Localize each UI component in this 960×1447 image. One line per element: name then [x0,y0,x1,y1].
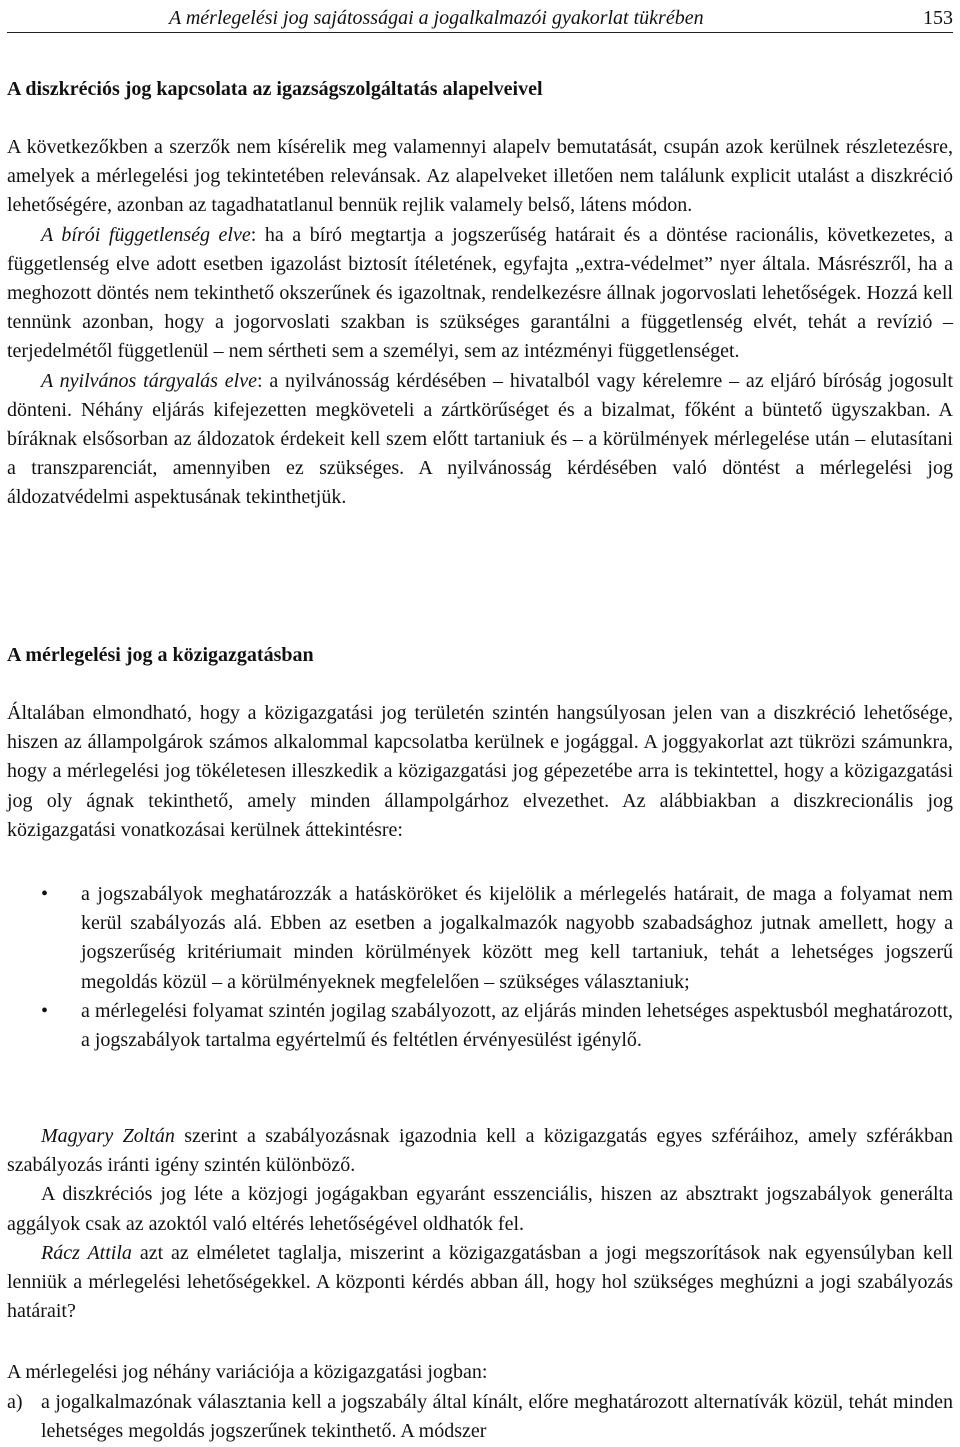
section-heading-public-administration: A mérlegelési jog a közigazgatásban [7,644,314,666]
bullet-icon: • [41,999,49,1022]
paragraph [7,221,953,367]
section1-body [7,133,953,513]
section2-body-continued [7,1122,953,1326]
section-heading-discretion: A diszkréciós jog kapcsolata az igazságszolgáltatás alapelveivel [7,78,543,100]
italic-author: Rácz Attila [41,1241,132,1264]
bullet-icon: • [41,883,49,905]
section2-body [7,699,953,845]
variations-intro [7,1358,953,1387]
paragraph [7,367,953,513]
paragraph-text: azt az elméletet taglalja, miszerint a közigazgatásban a jogi megszorítások nak egyensúlyban kell lenniük a mérlegelési lehetőségekkel. A központi kérdés abban áll, hogy hol szükséges meghúzni a jogi szabályozás határait? [7,1241,953,1323]
paragraph: Általában elmondható, hogy a közigazgatási jog területén szintén hangsúlyosan jelen van a diszkréció lehetősége, hiszen az állampolgárok számos alkalommal kapcsolatba kerülnek e jogággal. A joggyakorlat azt tükrözi számunkra, hogy a mérlegelési jog tökéletesen illeszkedik a közigazgatási jog gépezetébe arra is tekintettel, hogy a közigazgatási jog oly ágnak tekinthető, amely minden állampolgárhoz elvezethet. Az alábbiakban a diszkrecionális jog közigazgatási vonatkozásai kerülnek áttekintésre: [7,702,953,841]
running-header [7,4,953,33]
page-number: 153 [923,7,953,29]
italic-author: Magyary Zoltán [41,1125,175,1147]
list-item [7,880,953,997]
list-item-text: a mérlegelési folyamat szintén jogilag szabályozott, az eljárás minden lehetséges aspektusból meghatározott, a jogszabályok tartalma egyértelmű és feltétlen érvényesülést igénylő. [81,999,953,1052]
list-item [7,1388,953,1446]
paragraph-text: : a nyilvánosság kérdésében – hivatalból vagy kérelemre – az eljáró bíróság jogosult dönteni. Néhány eljárás kifejezetten megköveteli a zártkörűséget és a bizalmat, főként a büntető ügyszakban. A bíráknak elsősorban az áldozatok érdekeit kell szem előtt tartaniuk és – a körülmények mérlegelése után – elutasítani a transzparenciát, amennyiben ez szükséges. A nyilvánosság kérdésében való döntést a mérlegelési jog áldozatvédelmi aspektusának tekinthetjük. [7,369,953,509]
paragraph-text: szerint a szabályozásnak igazodnia kell a közigazgatás egyes szféráihoz, amely szférákban szabályozás iránti igény szintén különböző. [7,1125,953,1177]
list-item [7,997,953,1055]
italic-term: A bírói függetlenség elve [41,223,251,246]
italic-term: A nyilvános tárgyalás elve [41,369,257,392]
paragraph [7,1239,953,1327]
bullet-list [7,880,953,1055]
paragraph [7,1122,953,1180]
header-title: A mérlegelési jog sajátosságai a jogalkalmazói gyakorlat tükrében [169,7,704,29]
list-item-text: a jogszabályok meghatározzák a hatásköröket és kijelölik a mérlegelés határait, de maga a folyamat nem kerül szabályozás alá. Ebben az esetben a jogalkalmazók nagyobb szabadsághoz jutnak amellett, hogy a jogszerűség kritériumait minden körülmények között meg kell tartaniuk, tehát a lehetséges jogszerű megoldás közül – a körülményeknek megfelelően – szükséges választaniuk; [81,883,953,993]
paragraph: A következőkben a szerzők nem kísérelik meg valamennyi alapelv bemutatását, csupán azok kerülnek részletezésre, amelyek a mérlegelési jog tekintetében relevánsak. Az alapelveket illetően nem találunk explicit utalást a diszkréció lehetőségére, azonban az tagadhatatlanul bennük rejlik valamely belső, látens módon. [7,136,953,217]
list-item-text: a jogalkalmazónak választania kell a jogszabály által kínált, előre meghatározott alternatívák közül, tehát minden lehetséges megoldás jogszerűnek tekinthető. A módszer [41,1391,953,1443]
list-label: a) [7,1391,23,1413]
lettered-list [7,1388,953,1446]
paragraph: A diszkréciós jog léte a közjogi jogágakban egyaránt esszenciális, hiszen az absztrakt jogszabályok generálta aggályok csak az azoktól való eltérés lehetőségével oldhatók fel. [7,1183,953,1235]
paragraph-text: : ha a bíró megtartja a jogszerűség határait és a döntése racionális, következetes, a függetlenség elve adott esetben igazolást biztosít ítéletének, egyfajta „extra-védelmet” nyer általa. Másrészről, ha a meghozott döntés nem tekinthető okszerűnek és igazoltnak, rendelkezésre állnak jogorvoslati lehetőségek. Hozzá kell tennünk azonban, hogy a jogorvoslati szakban is szükséges garantálni a függetlenség elvét, tehát a revízió – terjedelmétől függetlenül – nem sértheti sem a személyi, sem az intézményi függetlenséget. [7,223,953,363]
paragraph: A mérlegelési jog néhány variációja a közigazgatási jogban: [7,1361,488,1383]
